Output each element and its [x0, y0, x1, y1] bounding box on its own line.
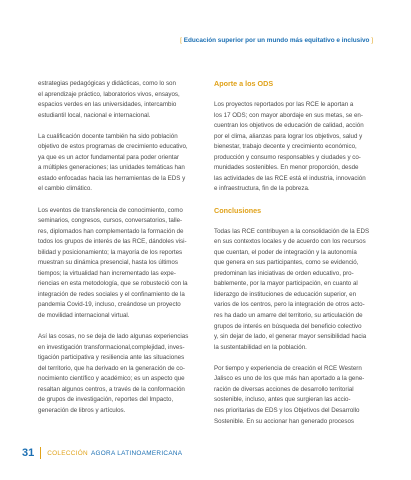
text-line: predominan las iniciativas de orden educativo, pro-: [214, 269, 354, 277]
text-line: bilidad y posicionamiento; la mayoría de los reportes: [38, 248, 183, 256]
text-line: Así las cosas, no se deja de lado algunas experiencias: [38, 333, 189, 341]
text-line: La cualificación docente también ha sido población: [38, 132, 178, 140]
heading-aporte-ods: Aporte a los ODS: [214, 79, 274, 88]
text-line: a múltiples generaciones; las unidades temáticas han: [38, 164, 185, 172]
left-paragraph-2: [38, 132, 216, 195]
text-line: grupos de interés en búsqueda del beneficio colectivo: [214, 322, 362, 330]
text-line: en investigación transformacional,complejidad, inves-: [38, 343, 185, 351]
text-line: seminarios, congresos, cursos, conversatorios, talle-: [38, 217, 183, 225]
text-line: la sustentabilidad en la población.: [214, 343, 307, 351]
text-line: las actividades de las RCE está el industria, innovación: [214, 174, 366, 182]
text-line: estado enfocadas hacia las herramientas de la EDS y: [38, 174, 186, 182]
text-line: el aprendizaje práctico, laboratorios vivos, ensayos,: [38, 90, 180, 98]
left-column: [38, 79, 216, 427]
text-line: por el clima, alianzas para lograr los objetivos, salud y: [214, 132, 363, 140]
collection-name: AGORA LATINOAMERICANA: [90, 449, 183, 457]
text-line: Todas las RCE contribuyen a la consolidación de la EDS: [214, 227, 370, 235]
paragraph-aporte-ods: [214, 100, 392, 195]
text-line: el cambio climático.: [38, 185, 92, 193]
text-line: nes prioritarias de EDS y los Objetivos del Desarrollo: [214, 406, 360, 414]
text-line: objetivo de estos programas de crecimiento educativo,: [38, 143, 188, 151]
left-paragraph-4: [38, 332, 216, 416]
text-line: de movilidad internacional virtual.: [38, 312, 130, 320]
text-line: Por tiempo y experiencia de creación el RCE Western: [214, 364, 362, 372]
text-line: nocimiento científico y académico; es un aspecto que: [38, 375, 185, 383]
text-line: en sus contextos locales y de acuerdo con los recursos: [214, 238, 366, 246]
text-line: sostenible, incluso, antes que surgieran las accio-: [214, 396, 351, 404]
left-paragraph-1: [38, 79, 216, 121]
collection-label: COLECCIÓN: [47, 449, 88, 457]
paragraph-conclusiones: [214, 227, 392, 354]
text-line: integración de redes sociales y el confinamiento de la: [38, 290, 185, 298]
text-line: varios de los centros, pero la integración de otros acto-: [214, 301, 365, 309]
text-line: res ha dado un amarre del territorio, su articulación de: [214, 312, 363, 320]
text-line: Sostenible. En su accionar han generado procesos: [214, 417, 354, 425]
text-line: munidades sostenibles. En menor proporción, desde: [214, 164, 359, 172]
text-line: espacios verdes en las universidades, intercambio: [38, 101, 177, 109]
text-line: riencias en esta metodología, que se robusteció con la: [38, 280, 188, 288]
text-line: Jalisco es uno de los que más han aportado a la gene-: [214, 375, 365, 383]
left-paragraph-3: [38, 206, 216, 322]
paragraph-rce-western-jalisco: [214, 364, 392, 427]
text-line: liderazgo de instituciones de educación superior, en: [214, 290, 357, 298]
text-line: producción y consumo responsables y ciudades y co-: [214, 153, 361, 161]
text-line: muestran su dinámica presencial, hasta los últimos: [38, 259, 178, 267]
text-line: bablemente, por la mayor participación, en cuanto al: [214, 280, 358, 288]
text-line: pandemia Covid-19, incluso, creándose un proyecto: [38, 301, 181, 309]
text-line: res, diplomados han complementado la formación de: [38, 227, 184, 235]
header-bracket-open: [: [180, 37, 182, 44]
text-line: todos los grupos de interés de las RCE, dándoles visi-: [38, 238, 187, 246]
page-footer: [22, 447, 182, 459]
text-line: ración de diversas acciones de desarrollo territorial: [214, 385, 354, 393]
text-line: del territorio, que ha derivado en la generación de co-: [38, 364, 185, 372]
text-line: de grupos de investigación, reportes del Impacto,: [38, 396, 174, 404]
text-line: tiempos; la virtualidad han incrementado las expe-: [38, 269, 176, 277]
running-header: [180, 37, 373, 44]
text-line: resaltan algunos centros, a través de la conformación: [38, 385, 185, 393]
text-line: generación de libros y artículos.: [38, 406, 126, 414]
text-line: que genera en sus participantes, como se evidenció,: [214, 259, 359, 267]
text-line: Los eventos de transferencia de conocimiento, como: [38, 206, 183, 214]
text-line: cuentran los objetivos de educación de calidad, acción: [214, 122, 364, 130]
heading-conclusiones: Conclusiones: [214, 205, 262, 215]
text-line: bienestar, trabajo decente y crecimiento económico,: [214, 143, 357, 151]
text-line: los 17 ODS; con mayor abordaje en sus metas, se en-: [214, 111, 363, 119]
header-title: Educación superior por un mundo más equitativo e inclusivo: [183, 37, 370, 44]
page-number: 31: [22, 447, 35, 459]
text-line: que cuentan, el poder de integración y la autonomía: [214, 248, 357, 256]
text-line: y, sin dejar de lado, el generar mayor sensibilidad hacia: [214, 333, 367, 341]
text-line: estrategias pedagógicas y didácticas, como lo son: [38, 80, 176, 87]
header-bracket-close: ]: [371, 37, 373, 44]
text-line: e infraestructura, fin de la pobreza.: [214, 185, 310, 193]
text-line: estudiantil local, nacional e internacional.: [38, 111, 151, 119]
right-column: [214, 79, 392, 438]
text-line: ya que es un actor fundamental para poder orientar: [38, 153, 180, 161]
footer-divider: [40, 447, 41, 459]
text-line: Los proyectos reportados por las RCE le aportan a: [214, 101, 354, 109]
text-line: tigación participativa y resiliencia ante las situaciones: [38, 354, 185, 362]
